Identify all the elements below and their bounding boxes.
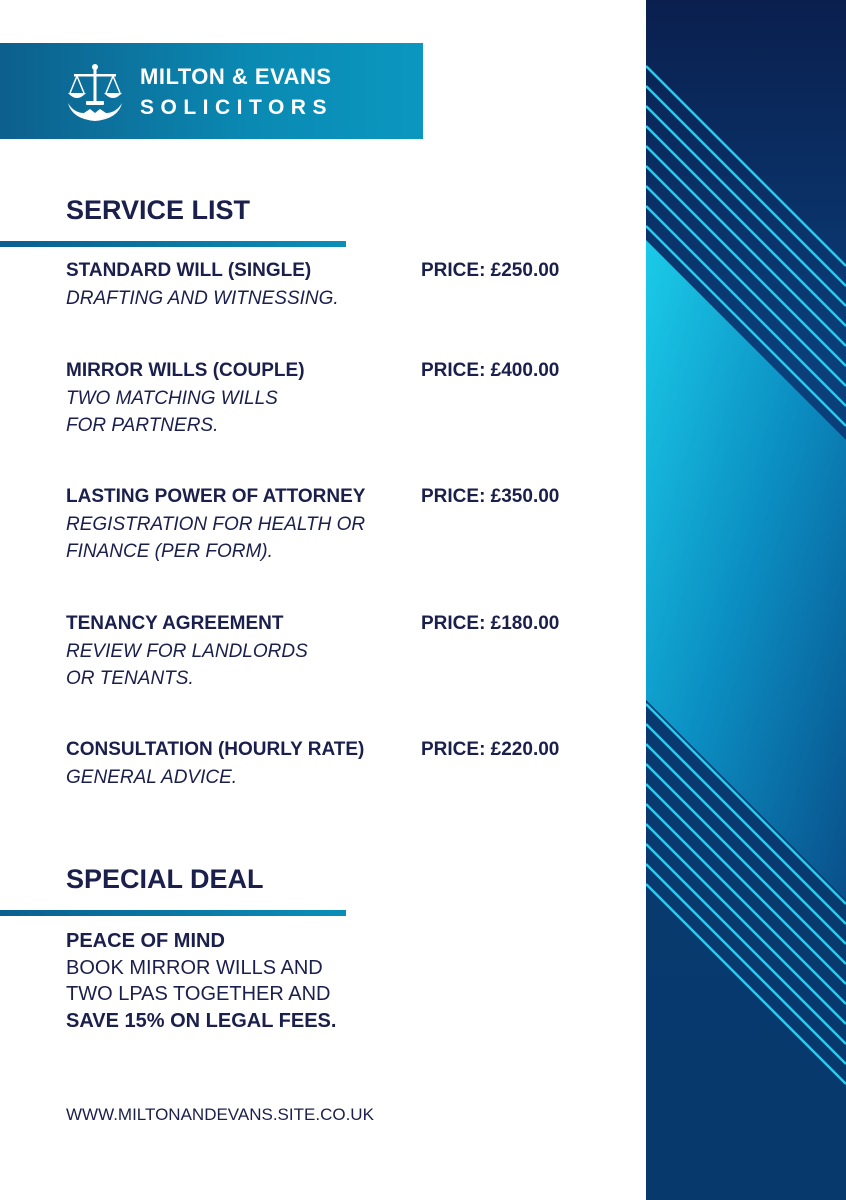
service-price: PRICE: £180.00 [421,613,560,634]
service-price: PRICE: £350.00 [421,486,560,507]
service-description [66,286,339,313]
deal-text-line: BOOK MIRROR WILLS AND [66,956,323,979]
service-description-line: FINANCE (PER FORM). [66,540,273,562]
service-description-line: DRAFTING AND WITNESSING. [66,288,339,309]
header-banner [0,43,423,139]
special-deal-rule [0,910,346,916]
service-list-rule [0,241,346,247]
service-description-line: FOR PARTNERS. [66,414,219,436]
service-description-line: REGISTRATION FOR HEALTH OR [66,514,366,535]
deal-emphasis: SAVE 15% ON LEGAL FEES. [66,1009,337,1032]
deal-text-line: TWO LPAS TOGETHER AND [66,983,331,1005]
scales-of-justice-icon [66,63,124,123]
service-description-line: OR TENANTS. [66,667,194,689]
special-deal-body [66,928,336,1034]
service-name: STANDARD WILL (SINGLE) [66,260,312,281]
service-name: CONSULTATION (HOURLY RATE) [66,739,365,760]
service-description-line: TWO MATCHING WILLS [66,388,278,409]
deal-heading: PEACE OF MIND [66,930,225,952]
service-name: TENANCY AGREEMENT [66,613,284,634]
decorative-side-panel [646,0,846,1200]
brand-name: MILTON & EVANS [140,64,332,89]
service-price: PRICE: £220.00 [421,739,560,760]
service-name: LASTING POWER OF ATTORNEY [66,486,366,507]
service-description [66,765,237,792]
service-price: PRICE: £400.00 [421,360,560,381]
service-description [66,386,278,439]
service-description-line: GENERAL ADVICE. [66,767,238,788]
service-list-title: SERVICE LIST [66,195,251,225]
service-price: PRICE: £250.00 [421,260,560,281]
service-description [66,639,308,692]
service-description [66,512,365,565]
service-name: MIRROR WILLS (COUPLE) [66,360,305,381]
service-description-line: REVIEW FOR LANDLORDS [66,641,308,662]
brand-subtitle: SOLICITORS [140,96,333,119]
website-url: WWW.MILTONANDEVANS.SITE.CO.UK [66,1105,374,1124]
special-deal-title: SPECIAL DEAL [66,864,264,894]
